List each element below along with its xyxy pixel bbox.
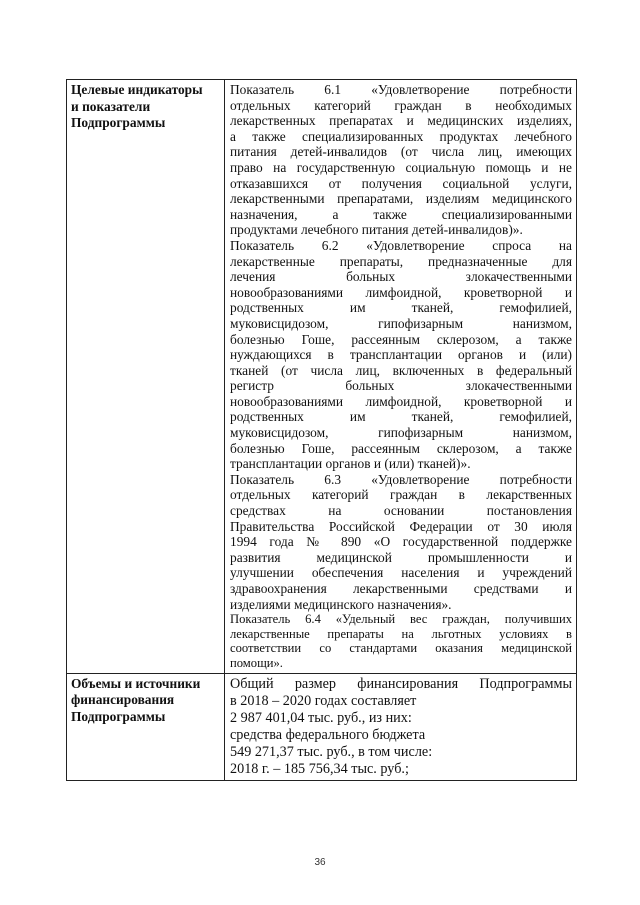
text-line: 2018 г. – 185 756,34 тыс. руб.;: [230, 760, 409, 777]
text-line: трансплантации органов и (или) тканей)».: [230, 456, 471, 472]
text-line: Показатель 6.4 «Удельный вес граждан, получивших: [230, 612, 572, 627]
text-line: отдельных категорий граждан в необходимых: [230, 97, 572, 113]
label-line: и показатели: [71, 98, 151, 114]
label-line: финансирования: [71, 692, 175, 708]
indicator-6-2-paragraph: [230, 238, 572, 472]
body-cell-financing: [225, 673, 577, 780]
label-cell-targets: [67, 80, 225, 674]
text-line: Правительства Российской Федерации от 30 июля: [230, 518, 572, 534]
text-line: новообразованиями лимфоидной, кроветворной и: [230, 284, 572, 300]
text-line: средствах на основании постановления: [230, 503, 572, 519]
label-line: Целевые индикаторы: [71, 82, 203, 97]
text-line: 549 271,37 тыс. руб., в том числе:: [230, 743, 433, 760]
text-line: нуждающихся в трансплантации органов и (или): [230, 347, 572, 363]
text-line: соответствии со стандартами оказания медицинской: [230, 641, 572, 656]
label-line: Подпрограммы: [71, 115, 166, 130]
text-line: отдельных категорий граждан в лекарственных: [230, 487, 572, 503]
table-row-financing: [67, 673, 577, 780]
text-line: муковисцидозом, гипофизарным нанизмом,: [230, 425, 572, 441]
text-line: 2 987 401,04 тыс. руб., из них:: [230, 709, 412, 726]
text-line: лекарственных препаратах и медицинских изделиях,: [230, 113, 572, 129]
text-line: лекарственные препараты на льготных условиях в: [230, 626, 572, 641]
text-line: Показатель 6.2 «Удовлетворение спроса на: [230, 237, 572, 253]
body-cell-targets: [225, 80, 577, 674]
label-line: Подпрограммы: [71, 708, 166, 724]
text-line: улучшении обеспечения населения и учреждений: [230, 565, 572, 581]
indicator-6-4-paragraph: [230, 612, 572, 670]
table-row-targets: [67, 80, 577, 674]
text-line: болезнью Гоше, рассеянным склерозом, а также: [230, 331, 572, 347]
program-passport-table: [66, 79, 577, 781]
text-line: регистр больных злокачественными: [230, 378, 572, 394]
text-line: родственных им тканей, гемофилией,: [230, 409, 572, 425]
indicator-6-3-paragraph: [230, 472, 572, 612]
text-line: болезнью Гоше, рассеянным склерозом, а также: [230, 440, 572, 456]
text-line: лечения больных злокачественными: [230, 269, 572, 285]
text-line: назначения, а также специализированными: [230, 206, 572, 222]
text-line: а также специализированных продуктах лечебного: [230, 128, 572, 144]
text-line: новообразованиями лимфоидной, кроветворной и: [230, 393, 572, 409]
text-line: право на государственную социальную помощь и не: [230, 159, 572, 175]
text-line: развития медицинской промышленности и: [230, 549, 572, 565]
page-number: 36: [314, 857, 326, 868]
text-line: отказавшихся от получения социальной услуги,: [230, 175, 572, 191]
text-line: 1994 года № 890 «О государственной поддержке: [230, 534, 572, 550]
text-line: помощи».: [230, 655, 283, 670]
text-line: Показатель 6.1 «Удовлетворение потребности: [230, 82, 572, 97]
text-line: Общий размер финансирования Подпрограммы: [230, 675, 572, 692]
text-line: тканей (от числа лиц, включенных в федеральный: [230, 362, 572, 378]
text-line: продуктами лечебного питания детей-инвалидов)».: [230, 222, 523, 238]
text-line: лекарственными препаратами, изделиям медицинского: [230, 191, 572, 207]
text-line: в 2018 – 2020 годах составляет: [230, 692, 417, 709]
text-line: средства федерального бюджета: [230, 726, 426, 743]
text-line: здравоохранения лекарственными средствами и: [230, 581, 572, 596]
text-line: изделиями медицинского назначения».: [230, 596, 452, 612]
label-line: Объемы и источники: [71, 675, 201, 691]
text-line: родственных им тканей, гемофилией,: [230, 300, 572, 316]
text-line: Показатель 6.3 «Удовлетворение потребности: [230, 471, 572, 487]
text-line: муковисцидозом, гипофизарным нанизмом,: [230, 315, 572, 331]
indicator-6-1-paragraph: [230, 82, 572, 238]
label-cell-financing: [67, 673, 225, 780]
text-line: питания детей-инвалидов (от числа лиц, имеющих: [230, 144, 572, 160]
text-line: лекарственные препараты, предназначенные для: [230, 253, 572, 269]
